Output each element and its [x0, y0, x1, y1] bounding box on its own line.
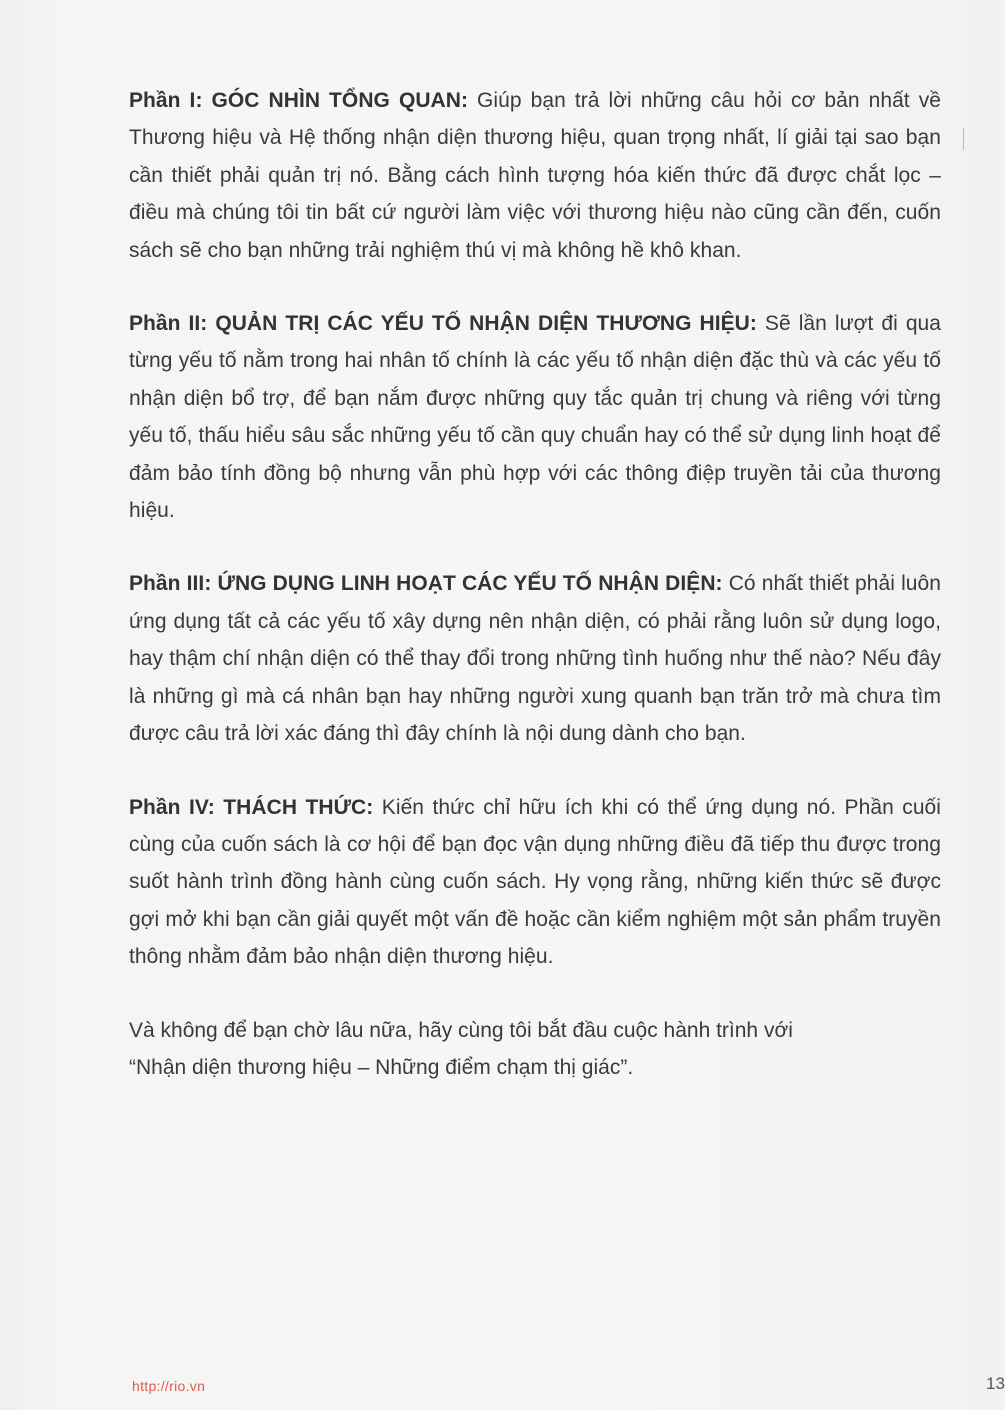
page-content: [129, 82, 941, 1086]
page-edge-mark: [963, 128, 964, 150]
page-number: 13: [986, 1374, 1005, 1393]
section-body: Có nhất thiết phải luôn ứng dụng tất cả các yếu tố xây dựng nên nhận diện, có phải rằng luôn sử dụng logo, hay thậm chí nhận diện có thể thay đổi trong những tình huống như thế nào? Nếu đây là những gì mà cá nhân bạn hay những người xung quanh bạn trăn trở mà chưa tìm được câu trả lời xác đáng thì đây chính là nội dung dành cho bạn.: [129, 572, 941, 746]
section-heading: Phần II: QUẢN TRỊ CÁC YẾU TỐ NHẬN DIỆN THƯƠNG HIỆU:: [129, 312, 757, 336]
section-body: Giúp bạn trả lời những câu hỏi cơ bản nhất về Thương hiệu và Hệ thống nhận diện thương hiệu, quan trọng nhất, lí giải tại sao bạn cần thiết phải quản trị nó. Bằng cách hình tượng hóa kiến thức đã được chắt lọc – điều mà chúng tôi tin bất cứ người làm việc với thương hiệu nào cũng cần đến, cuốn sách sẽ cho bạn những trải nghiệm thú vị mà không hề khô khan.: [129, 89, 941, 262]
closing-line-1: Và không để bạn chờ lâu nữa, hãy cùng tôi bắt đầu cuộc hành trình với: [129, 1018, 793, 1042]
section-body: Sẽ lần lượt đi qua từng yếu tố nằm trong hai nhân tố chính là các yếu tố nhận diện đặc thù và các yếu tố nhận diện bổ trợ, để bạn nắm được những quy tắc quản trị chung và riêng với từng yếu tố, thấu hiểu sâu sắc những yếu tố cần quy chuẩn hay có thể sử dụng linh hoạt để đảm bảo tính đồng bộ nhưng vẫn phù hợp với các thông điệp truyền tải của thương hiệu.: [129, 312, 942, 523]
section-part-4: [129, 789, 941, 976]
section-part-1: [129, 82, 941, 269]
closing-paragraph: [129, 1012, 941, 1087]
section-heading: Phần IV: THÁCH THỨC:: [129, 795, 374, 819]
section-part-2: [129, 305, 941, 529]
footer-url-link[interactable]: http://rio.vn: [132, 1378, 206, 1394]
closing-line-2: “Nhận diện thương hiệu – Những điểm chạm thị giác”.: [129, 1055, 634, 1079]
section-heading: Phần III: ỨNG DỤNG LINH HOẠT CÁC YẾU TỐ NHẬN DIỆN:: [129, 572, 723, 596]
section-body: Kiến thức chỉ hữu ích khi có thể ứng dụng nó. Phần cuối cùng của cuốn sách là cơ hội để bạn đọc vận dụng những điều đã tiếp thu được trong suốt hành trình đồng hành cùng cuốn sách. Hy vọng rằng, những kiến thức sẽ được gợi mở khi bạn cần giải quyết một vấn đề hoặc cần kiểm nghiệm một sản phẩm truyền thông nhằm đảm bảo nhận diện thương hiệu.: [129, 795, 941, 969]
section-part-3: [129, 565, 941, 752]
section-heading: Phần I: GÓC NHÌN TỔNG QUAN:: [129, 89, 469, 112]
